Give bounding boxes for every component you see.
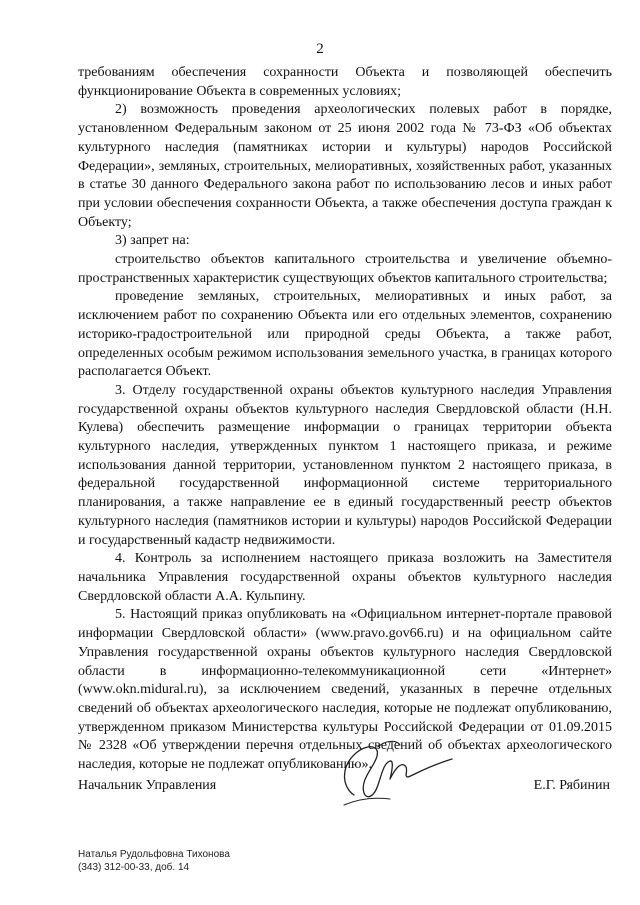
handwritten-signature: [334, 737, 464, 807]
paragraph-item-3a: строительство объектов капитального строительства и увеличение объемно-пространственных характеристик существующих объектов капитального строительства;: [78, 252, 612, 286]
signature-block: [78, 777, 612, 797]
signatory-name: Е.Г. Рябинин: [533, 778, 610, 793]
paragraph-item-2: 2) возможность проведения археологических полевых работ в порядке, установленном Федеральным законом от 25 июня 2002 года № 73-ФЗ «Об объектах культурного наследия (памятниках истории и культуры) народов Российской Федерации», земляных, строительных, мелиоративных, хозяйственных работ, указанных в статье 30 данного Федерального закона работ по использованию лесов и иных работ при условии обеспечения сохранности Объекта, а также обеспечения доступа граждан к Объекту;: [78, 102, 612, 230]
paragraph-item-3: 3) запрет на:: [115, 233, 190, 249]
executor-info: [78, 848, 230, 874]
document-body: [78, 64, 612, 775]
paragraph-continuation: требованиям обеспечения сохранности Объекта и позволяющей обеспечить функционирование Объекта в современных условиях;: [78, 65, 612, 99]
executor-phone: (343) 312-00-33, доб. 14: [78, 862, 190, 873]
paragraph-clause-5: 5. Настоящий приказ опубликовать на «Официальном интернет-портале правовой информации Свердловской области» (www.pravo.gov66.ru) и на официальном сайте Управления государственной охраны объектов культурного наследия Свердловской области в информационно-телекоммуникационной сети «Интернет» (www.okn.midural.ru), за исключением сведений, указанных в перечне отдельных сведений об объектах археологического наследия, которые не подлежат опубликованию, утвержденном приказом Министерства культуры Российской Федерации от 01.09.2015 № 2328 «Об утверждении перечня отдельных сведений об объектах археологического наследия, которые не подлежат опубликованию».: [78, 607, 612, 773]
paragraph-clause-3: 3. Отделу государственной охраны объектов культурного наследия Управления государственной охраны объектов культурного наследия Свердловской области (Н.Н. Кулева) обеспечить размещение информации о границах территории объекта культурного наследия, утвержденных пунктом 1 настоящего приказа, и режиме использования данной территории, установленном пунктом 2 настоящего приказа, в федеральной государственной информационной системе территориального планирования, а также направление ее в единый государственный реестр объектов культурного наследия (памятников истории и культуры) народов Российской Федерации и государственный кадастр недвижимости.: [78, 382, 612, 548]
paragraph-clause-4: 4. Контроль за исполнением настоящего приказа возложить на Заместителя начальника Управления государственной охраны объектов культурного наследия Свердловской области А.А. Кульпину.: [78, 551, 612, 604]
signatory-role: Начальник Управления: [78, 778, 217, 793]
executor-name: Наталья Рудольфовна Тихонова: [78, 849, 230, 860]
page-number: 2: [316, 41, 324, 57]
paragraph-item-3b: проведение земляных, строительных, мелиоративных и иных работ, за исключением работ по сохранению Объекта или его отдельных элементов, сохранению историко-градостроительной или природной среды Объекта, а также работ, определенных особым режимом использования земельного участка, в границах которого располагается Объект.: [78, 289, 612, 380]
